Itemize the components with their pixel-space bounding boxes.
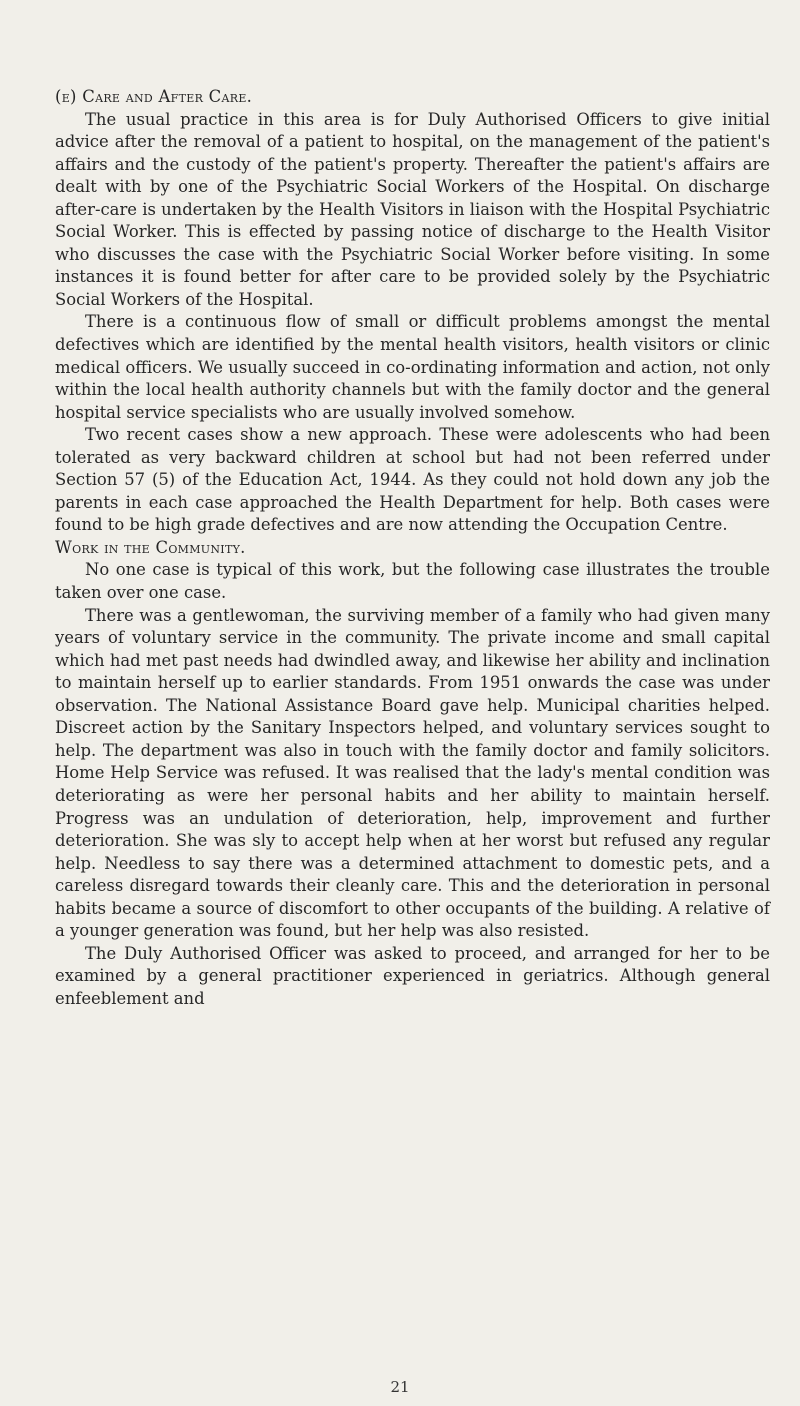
paragraph: No one case is typical of this work, but the following case illustrates the trouble taken over one case. xyxy=(55,560,770,603)
paragraph: Two recent cases show a new approach. These were adolescents who had been tolerated as very backward children at school but had not been referred under Section 57 (5) of the Education Act, 1944. As they could not hold down any job the parents in each case approached the Health Department for help. Both cases were found to be high grade defectives and are now attending the Occupation Centre. xyxy=(55,425,770,535)
paragraph: The usual practice in this area is for Duly Authorised Officers to give initial advice after the removal of a patient to hospital, on the management of the patient's affairs and the custody of the patient's property. Thereafter the patient's affairs are dealt with by one of the Psychiatric Social Workers of the Hospital. On discharge after-care is undertaken by the Health Visitors in liaison with the Hospital Psychiatric Social Worker. This is effected by passing notice of discharge to the Health Visitor who discusses the case with the Psychiatric Social Worker before visiting. In some instances it is found better for after care to be provided solely by the Psychiatric Social Workers of the Hospital. xyxy=(55,109,770,309)
paragraph: There is a continuous flow of small or difficult problems amongst the mental defectives which are identified by the mental health visitors, health visitors or clinic medical officers. We usually succeed in co-ordinating information and action, not only within the local health authority channels but with the family doctor and the general hospital service specialists who are usually involved somehow. xyxy=(55,312,770,422)
paragraph: There was a gentlewoman, the surviving member of a family who had given many years of voluntary service in the community. The private income and small capital which had met past needs had dwindled away, and likewise her ability and inclination to maintain herself up to earlier standards. From 1951 onwards the case was under observation. The National Assistance Board gave help. Municipal charities helped. Discreet action by the Sanitary Inspectors helped, and voluntary services sought to help. The department was also in touch with the family doctor and family solicitors. Home Help Service was refused. It was realised that the lady's mental condition was deteriorating as were her personal habits and her ability to maintain herself. Progress was an undulation of deterioration, help, improvement and further deterioration. She was sly to accept help when at her worst but refused any regular help. Needless to say there was a determined attachment to domestic pets, and a careless disregard towards their cleanly care. This and the deterioration in personal habits became a source of discomfort to other occupants of the building. A relative of a younger generation was found, but her help was also resisted. xyxy=(55,605,770,941)
document-page xyxy=(55,86,770,1010)
section-heading-community: Work in the Community. xyxy=(55,537,246,557)
page-number: 21 xyxy=(390,1378,410,1396)
paragraph: The Duly Authorised Officer was asked to proceed, and arranged for her to be examined by a general practitioner experienced in geriatrics. Although general enfeeblement and xyxy=(55,943,770,1008)
section-heading-care: (e) Care and After Care. xyxy=(55,87,253,106)
